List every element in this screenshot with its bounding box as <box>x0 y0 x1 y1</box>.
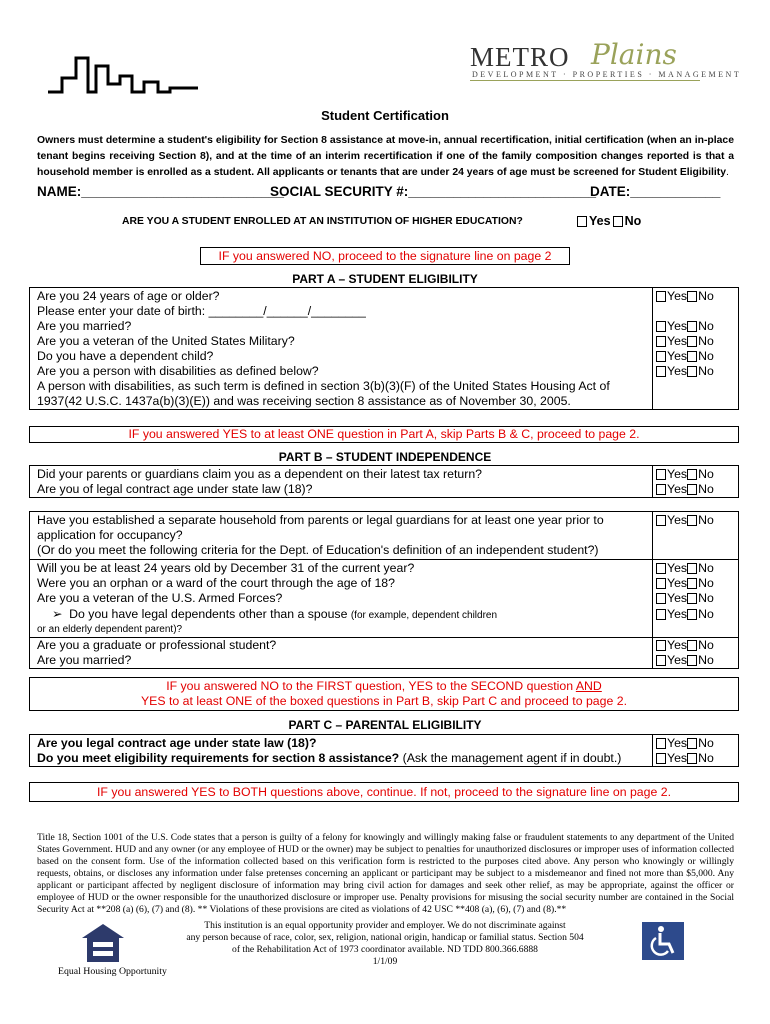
yes-checkbox[interactable] <box>656 738 666 749</box>
no-label: No <box>698 591 714 605</box>
no-checkbox[interactable] <box>687 593 697 604</box>
no-label: No <box>698 467 714 481</box>
yes-label: Yes <box>667 591 688 605</box>
part-b-q7-example: (for example, dependent children <box>350 610 498 621</box>
no-label: No <box>698 482 714 496</box>
part-b-q2: Are you of legal contract age under state law (18)? <box>37 482 313 496</box>
yes-label: Yes <box>667 561 688 575</box>
equal-opportunity-line1: This institution is an equal opportunity provider and employer. We do not discriminate against <box>204 920 566 931</box>
yes-checkbox[interactable] <box>656 469 666 480</box>
part-c-q2 <box>37 751 621 765</box>
part-b-q3-or: (Or do you meet the following criteria for the Dept. of Education's definition of an independent student?) <box>37 543 599 557</box>
part-a-q4: Do you have a dependent child? <box>37 349 214 363</box>
student-no-checkbox[interactable] <box>613 216 623 227</box>
yes-label: Yes <box>667 482 688 496</box>
no-checkbox[interactable] <box>687 578 697 589</box>
form-date: 1/1/09 <box>372 956 398 967</box>
part-b-section-1 <box>29 465 739 498</box>
page-title: Student Certification <box>321 108 449 123</box>
name-field[interactable]: NAME:___________________________ <box>37 184 284 199</box>
yes-label: Yes <box>667 467 688 481</box>
part-b-q8-yes-no <box>656 638 714 652</box>
yes-checkbox[interactable] <box>656 291 666 302</box>
yes-checkbox[interactable] <box>656 515 666 526</box>
yes-label: Yes <box>667 334 688 348</box>
yes-label: Yes <box>667 607 688 621</box>
part-b-q6-yes-no <box>656 591 714 605</box>
part-b-q3-cont: application for occupancy? <box>37 528 183 542</box>
yes-checkbox[interactable] <box>656 593 666 604</box>
yes-label: Yes <box>667 319 688 333</box>
column-divider <box>652 466 653 497</box>
no-label: No <box>698 638 714 652</box>
part-b-section-2 <box>29 511 739 669</box>
part-a-q1-yes-no <box>656 289 714 303</box>
part-b-q8: Are you a graduate or professional student? <box>37 638 277 652</box>
part-a-q5-def2: 1937(42 U.S.C. 1437a(b)(3)(E)) and was receiving section 8 assistance as of November 30, 2005. <box>37 394 571 408</box>
student-question: ARE YOU A STUDENT ENROLLED AT AN INSTITUTION OF HIGHER EDUCATION? <box>122 216 523 227</box>
yes-checkbox[interactable] <box>656 366 666 377</box>
part-a-q3-yes-no <box>656 334 714 348</box>
notice-part-b <box>29 677 739 711</box>
skyline-logo-icon <box>48 52 198 98</box>
part-c-q2-yes-no <box>656 751 714 765</box>
no-label: No <box>698 319 714 333</box>
part-b-q4: Will you be at least 24 years old by December 31 of the current year? <box>37 561 415 575</box>
no-label: No <box>698 607 714 621</box>
no-label: No <box>698 364 714 378</box>
yes-checkbox[interactable] <box>656 484 666 495</box>
no-checkbox[interactable] <box>687 753 697 764</box>
column-divider <box>652 735 653 766</box>
no-label: No <box>698 334 714 348</box>
yes-label: Yes <box>667 364 688 378</box>
part-c-q1-yes-no <box>656 736 714 750</box>
part-a-q5: Are you a person with disabilities as defined below? <box>37 364 319 378</box>
equal-housing-icon <box>80 922 126 964</box>
part-b-q2-yes-no <box>656 482 714 496</box>
part-a-q3: Are you a veteran of the United States Military? <box>37 334 295 348</box>
row-separator <box>30 559 738 560</box>
notice-part-c: IF you answered YES to BOTH questions above, continue. If not, proceed to the signature line on page 2. <box>29 782 739 802</box>
part-a-q4-yes-no <box>656 349 714 363</box>
equal-housing-label: Equal Housing Opportunity <box>58 966 167 977</box>
part-b-q3-yes-no <box>656 513 714 527</box>
part-b-q5-yes-no <box>656 576 714 590</box>
part-b-q7 <box>52 607 497 621</box>
yes-label: Yes <box>589 214 611 228</box>
logo-tagline: DEVELOPMENT · PROPERTIES · MANAGEMENT <box>472 70 742 79</box>
part-b-q9: Are you married? <box>37 653 132 667</box>
yes-checkbox[interactable] <box>656 351 666 362</box>
notice-and: AND <box>575 679 602 693</box>
part-c-q2-bold: Do you meet eligibility requirements for section 8 assistance? <box>37 751 400 765</box>
yes-checkbox[interactable] <box>656 336 666 347</box>
part-a-q2-yes-no <box>656 319 714 333</box>
no-checkbox[interactable] <box>687 640 697 651</box>
yes-label: Yes <box>667 289 688 303</box>
logo-plains-text: Plains <box>591 38 677 71</box>
no-checkbox[interactable] <box>687 366 697 377</box>
no-label: No <box>698 561 714 575</box>
yes-checkbox[interactable] <box>656 563 666 574</box>
part-c-title: PART C – PARENTAL ELIGIBILITY <box>288 718 482 732</box>
part-b-q6: Are you a veteran of the U.S. Armed Forces? <box>37 591 283 605</box>
no-checkbox[interactable] <box>687 738 697 749</box>
yes-label: Yes <box>667 576 688 590</box>
part-a-q2: Are you married? <box>37 319 132 333</box>
part-a-section <box>29 287 739 410</box>
yes-label: Yes <box>667 349 688 363</box>
part-b-q1: Did your parents or guardians claim you as a dependent on their latest tax return? <box>37 467 482 481</box>
no-checkbox[interactable] <box>687 655 697 666</box>
no-label: No <box>698 736 714 750</box>
part-a-q1: Are you 24 years of age or older? <box>37 289 220 303</box>
yes-label: Yes <box>667 736 688 750</box>
yes-checkbox[interactable] <box>656 321 666 332</box>
no-checkbox[interactable] <box>687 291 697 302</box>
part-a-q5-def1: A person with disabilities, as such term is defined in section 3(b)(3)(F) of the United States Housing Act of <box>37 379 610 393</box>
no-label: No <box>698 576 714 590</box>
part-b-q7-cont: or an elderly dependent parent)? <box>37 624 183 635</box>
legal-disclaimer: Title 18, Section 1001 of the U.S. Code states that a person is guilty of a felony for knowingly and willingly making false or fraudulent statements to any department of the United States Government. HUD and any owner (or any employee of HUD or the owner) may be subject to penalties for unauthorized disclosures or improper uses of information collected based on the consent form. Use of the information collected based on this verification form is restricted to the purposes cited above. Any person who knowingly or willingly requests, obtains, or discloses any information under false pretenses concerning an applicant or participant may be subject to a misdemeanor and fined not more than $5,000. Any applicant or participant affected by negligent disclosure of information may bring civil action for damages and seek other relief, as may be appropriate, against the officer or employee of HUD or the owner responsible for the unauthorized disclosure or improper use. Penalty provisions for misusing the social security number are contained in the Social Security Act at **208 (a) (6), (7) and (8). ** Violations of these provisions are cited as violations of 42 USC **408 (a), (6), (7) and (8).** <box>37 832 734 915</box>
part-b-title: PART B – STUDENT INDEPENDENCE <box>278 450 492 464</box>
no-checkbox[interactable] <box>687 351 697 362</box>
notice-answered-no: IF you answered NO, proceed to the signature line on page 2 <box>200 247 570 265</box>
notice-part-a: IF you answered YES to at least ONE question in Part A, skip Parts B & C, proceed to page 2. <box>29 426 739 443</box>
no-checkbox[interactable] <box>687 563 697 574</box>
logo-rule <box>470 80 700 81</box>
no-checkbox[interactable] <box>687 609 697 620</box>
no-label: No <box>698 349 714 363</box>
intro-paragraph <box>37 133 734 181</box>
no-checkbox[interactable] <box>687 321 697 332</box>
metro-plains-logo <box>470 38 742 82</box>
equal-opportunity-line2: any person because of race, color, sex, religion, national origin, handicap or familial status. Section 504 <box>186 932 584 943</box>
part-b-q1-yes-no <box>656 467 714 481</box>
student-yes-checkbox[interactable] <box>577 216 587 227</box>
part-c-q2-tail: (Ask the management agent if in doubt.) <box>399 751 622 765</box>
logo-metro-text: METRO <box>470 42 570 72</box>
equal-opportunity-line3: of the Rehabilitation Act of 1973 coordinator available. ND TDD 800.366.6888 <box>232 944 538 955</box>
part-a-dob[interactable]: Please enter your date of birth: ________/______/________ <box>37 304 366 318</box>
part-a-q5-yes-no <box>656 364 714 378</box>
yes-label: Yes <box>667 513 688 527</box>
yes-checkbox[interactable] <box>656 640 666 651</box>
part-b-q7-yes-no <box>656 607 714 621</box>
notice-part-b-line1-text: IF you answered NO to the FIRST question, YES to the SECOND question <box>166 679 576 693</box>
arrow-bullet-icon: ➢ <box>52 607 63 621</box>
no-label: No <box>698 751 714 765</box>
notice-part-b-line1 <box>30 679 738 694</box>
student-yes-no <box>577 214 641 228</box>
yes-label: Yes <box>667 653 688 667</box>
column-divider <box>652 288 653 409</box>
no-label: No <box>698 513 714 527</box>
part-b-q4-yes-no <box>656 561 714 575</box>
part-c-section <box>29 734 739 767</box>
yes-label: Yes <box>667 638 688 652</box>
yes-checkbox[interactable] <box>656 609 666 620</box>
yes-label: Yes <box>667 751 688 765</box>
ssn-field[interactable]: SOCIAL SECURITY #:_________________________ <box>270 184 596 199</box>
no-label: No <box>624 214 642 228</box>
no-label: No <box>698 653 714 667</box>
part-b-q5: Were you an orphan or a ward of the court through the age of 18? <box>37 576 395 590</box>
no-label: No <box>698 289 714 303</box>
wheelchair-accessibility-icon <box>642 922 684 960</box>
part-b-q3: Have you established a separate household from parents or legal guardians for at least one year prior to <box>37 513 604 527</box>
notice-part-b-line2: YES to at least ONE of the boxed questions in Part B, skip Part C and proceed to page 2. <box>140 694 627 708</box>
date-field[interactable]: DATE:____________ <box>590 184 721 199</box>
yes-checkbox[interactable] <box>656 578 666 589</box>
no-checkbox[interactable] <box>687 469 697 480</box>
no-checkbox[interactable] <box>687 484 697 495</box>
no-checkbox[interactable] <box>687 515 697 526</box>
yes-checkbox[interactable] <box>656 753 666 764</box>
no-checkbox[interactable] <box>687 336 697 347</box>
intro-text: Owners must determine a student's eligibility for Section 8 assistance at move-in, annual recertification, initial certification (when an in-place tenant begins receiving Section 8), and at the time of an interim recertification if one of the family composition changes reported is that a household member is enrolled as a student. All applicants or tenants that are under 24 years of age must be screened for Student Eligibility <box>37 135 734 178</box>
yes-checkbox[interactable] <box>656 655 666 666</box>
intro-end: . <box>726 167 729 178</box>
part-b-q9-yes-no <box>656 653 714 667</box>
part-a-title: PART A – STUDENT ELIGIBILITY <box>292 272 478 286</box>
part-b-q7-text: Do you have legal dependents other than a spouse <box>69 607 348 621</box>
part-c-q1: Are you legal contract age under state law (18)? <box>37 736 317 750</box>
column-divider <box>652 512 653 668</box>
